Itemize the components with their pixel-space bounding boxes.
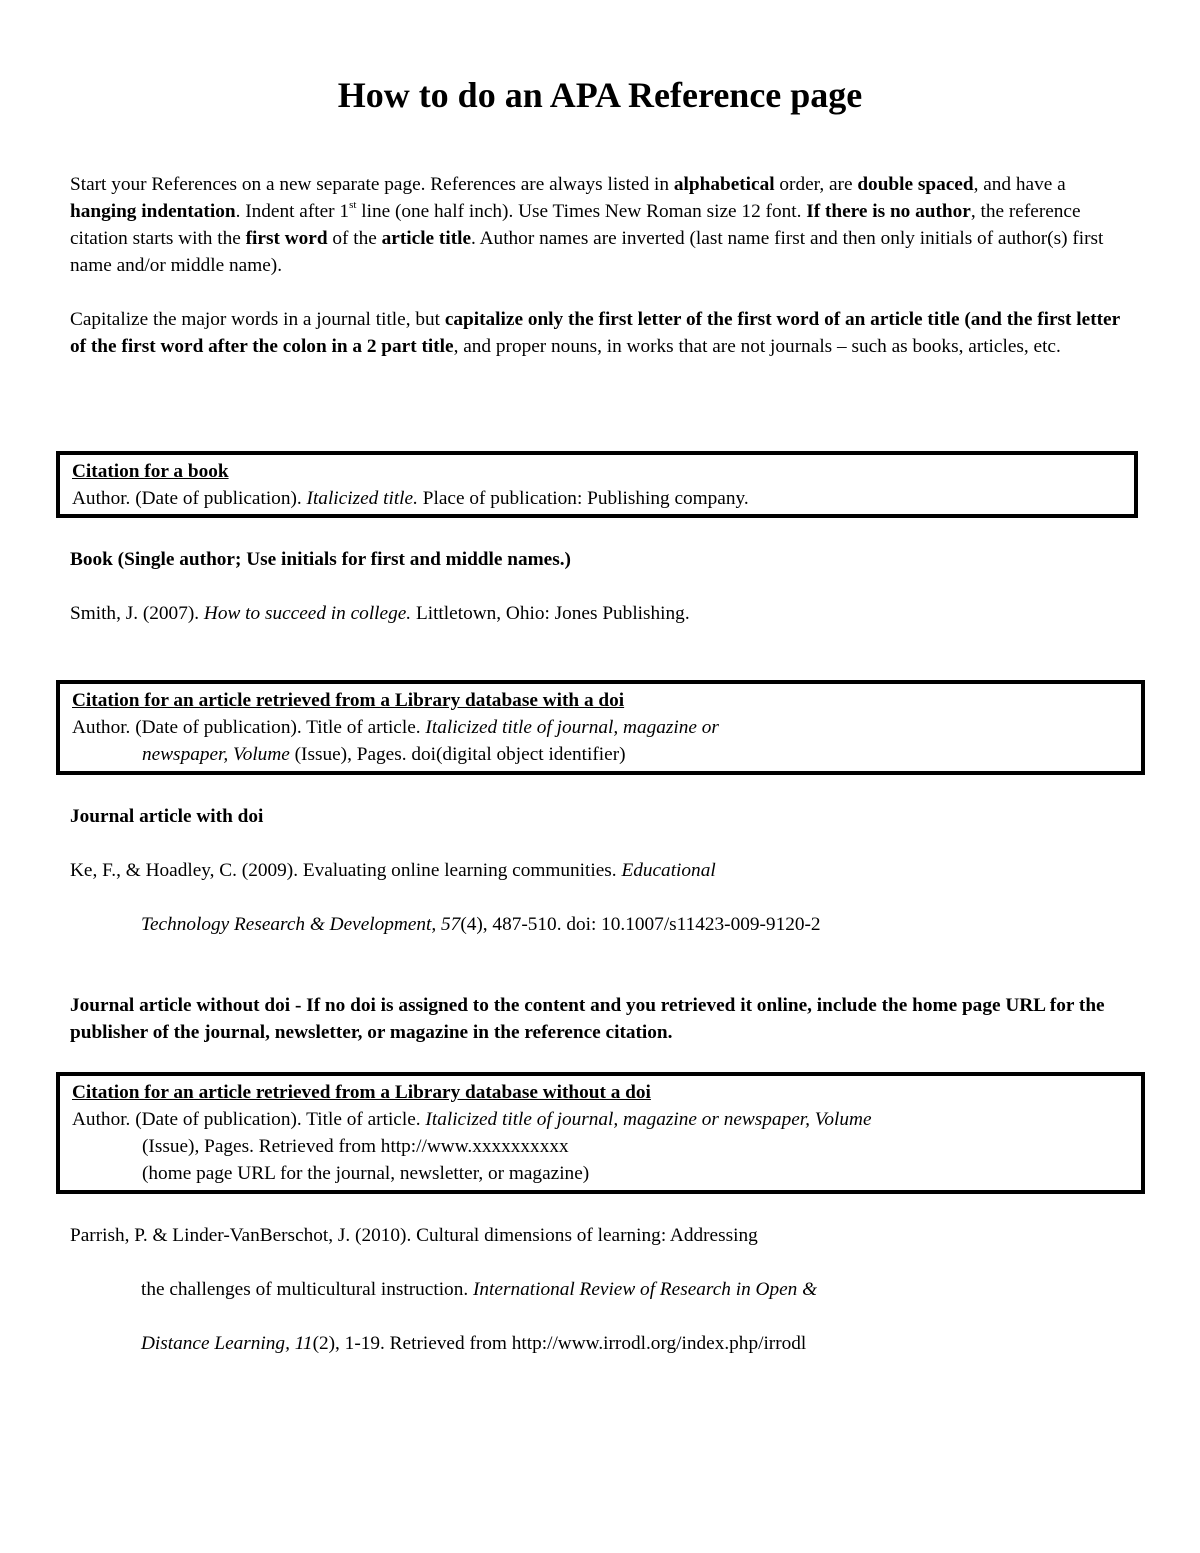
bold-run: article title bbox=[381, 228, 472, 249]
text-run: , the reference citation starts with the bbox=[70, 201, 1081, 249]
text-run: Place of publication: Publishing company. bbox=[417, 488, 749, 509]
text-run: of the bbox=[327, 228, 382, 249]
intro-paragraph-2 bbox=[70, 306, 1132, 360]
bold-run: If there is no author bbox=[806, 201, 971, 222]
nodoi-citation-heading: Citation for an article retrieved from a Library database without a doi bbox=[72, 1082, 651, 1103]
italic-run: International Review of Research in Open & bbox=[472, 1279, 818, 1300]
text-run: the challenges of multicultural instruction. bbox=[141, 1279, 473, 1300]
italic-run: How to succeed in college. bbox=[203, 603, 412, 624]
nodoi-example-line-1: Parrish, P. & Linder-VanBerschot, J. (2010). Cultural dimensions of learning: Addressing bbox=[70, 1225, 758, 1246]
text-run: Littletown, Ohio: Jones Publishing. bbox=[411, 603, 690, 624]
nodoi-citation-box bbox=[56, 1072, 1145, 1194]
nodoi-citation-format-line-1 bbox=[72, 1106, 1129, 1133]
italic-run: Technology Research & Development, 57 bbox=[141, 914, 461, 935]
intro-paragraph-1 bbox=[70, 171, 1132, 279]
book-citation-box bbox=[56, 451, 1138, 518]
doi-citation-box bbox=[56, 680, 1145, 775]
nodoi-citation-format-line-3: (home page URL for the journal, newsletter, or magazine) bbox=[142, 1163, 590, 1184]
text-run: , and proper nouns, in works that are not journals – such as books, articles, etc. bbox=[453, 336, 1061, 357]
doi-citation-format-line-1 bbox=[72, 714, 1129, 741]
nodoi-example-line-3 bbox=[141, 1330, 806, 1357]
italic-run: newspaper, Volume bbox=[142, 744, 290, 765]
text-run: line (one half inch). Use Times New Roman size 12 font. bbox=[356, 201, 807, 222]
doi-example-line-2 bbox=[141, 911, 821, 938]
doi-label: Journal article with doi bbox=[70, 806, 264, 827]
text-run: Start your References on a new separate page. References are always listed in bbox=[70, 174, 674, 195]
text-run: Author. (Date of publication). bbox=[72, 488, 307, 509]
text-run: (2), 1-19. Retrieved from http://www.irrodl.org/index.php/irrodl bbox=[312, 1333, 807, 1354]
text-run: Smith, J. (2007). bbox=[70, 603, 204, 624]
italic-run: Educational bbox=[621, 860, 716, 881]
book-citation-format bbox=[72, 485, 1122, 512]
text-run: (4), 487-510. doi: 10.1007/s11423-009-9120-2 bbox=[460, 914, 821, 935]
doi-example-line-1 bbox=[70, 857, 716, 884]
text-run: (Issue), Pages. doi(digital object identifier) bbox=[289, 744, 626, 765]
bold-run: alphabetical bbox=[673, 174, 775, 195]
italic-run: Distance Learning, 11 bbox=[141, 1333, 313, 1354]
book-citation-heading: Citation for a book bbox=[72, 461, 229, 482]
text-run: Ke, F., & Hoadley, C. (2009). Evaluating online learning communities. bbox=[70, 860, 622, 881]
bold-run: double spaced bbox=[857, 174, 974, 195]
bold-run: first word bbox=[245, 228, 328, 249]
page-title: How to do an APA Reference page bbox=[337, 75, 863, 115]
bold-run: hanging indentation bbox=[70, 201, 236, 222]
nodoi-example-line-2 bbox=[141, 1276, 817, 1303]
doi-citation-format-line-2 bbox=[72, 741, 1129, 768]
nodoi-citation-format-line-2: (Issue), Pages. Retrieved from http://www.xxxxxxxxxx bbox=[142, 1136, 569, 1157]
nodoi-label: Journal article without doi - If no doi is assigned to the content and you retrieved it online, include the home page URL for the publisher of the journal, newsletter, or magazine in the reference citation. bbox=[70, 995, 1105, 1043]
text-run: order, are bbox=[774, 174, 858, 195]
text-run: , and have a bbox=[973, 174, 1066, 195]
book-label: Book (Single author; Use initials for first and middle names.) bbox=[70, 549, 571, 570]
italic-run: Italicized title of journal, magazine or bbox=[425, 717, 719, 738]
book-example bbox=[70, 600, 690, 627]
superscript: st bbox=[349, 198, 357, 211]
doi-citation-heading: Citation for an article retrieved from a Library database with a doi bbox=[72, 690, 625, 711]
bold-run: capitalize only the first letter of the first word of an article title (and the first letter of the first word after the colon in a 2 part title bbox=[70, 309, 1120, 357]
text-run: . Indent after 1 bbox=[235, 201, 350, 222]
text-run: Author. (Date of publication). Title of article. bbox=[72, 1109, 426, 1130]
italic-run: Italicized title of journal, magazine or newspaper, Volume bbox=[425, 1109, 872, 1130]
text-run: . Author names are inverted (last name first and then only initials of author(s) first name and/or middle name). bbox=[70, 228, 1104, 276]
italic-run: Italicized title. bbox=[306, 488, 418, 509]
text-run: Author. (Date of publication). Title of article. bbox=[72, 717, 426, 738]
text-run: Capitalize the major words in a journal title, but bbox=[70, 309, 445, 330]
